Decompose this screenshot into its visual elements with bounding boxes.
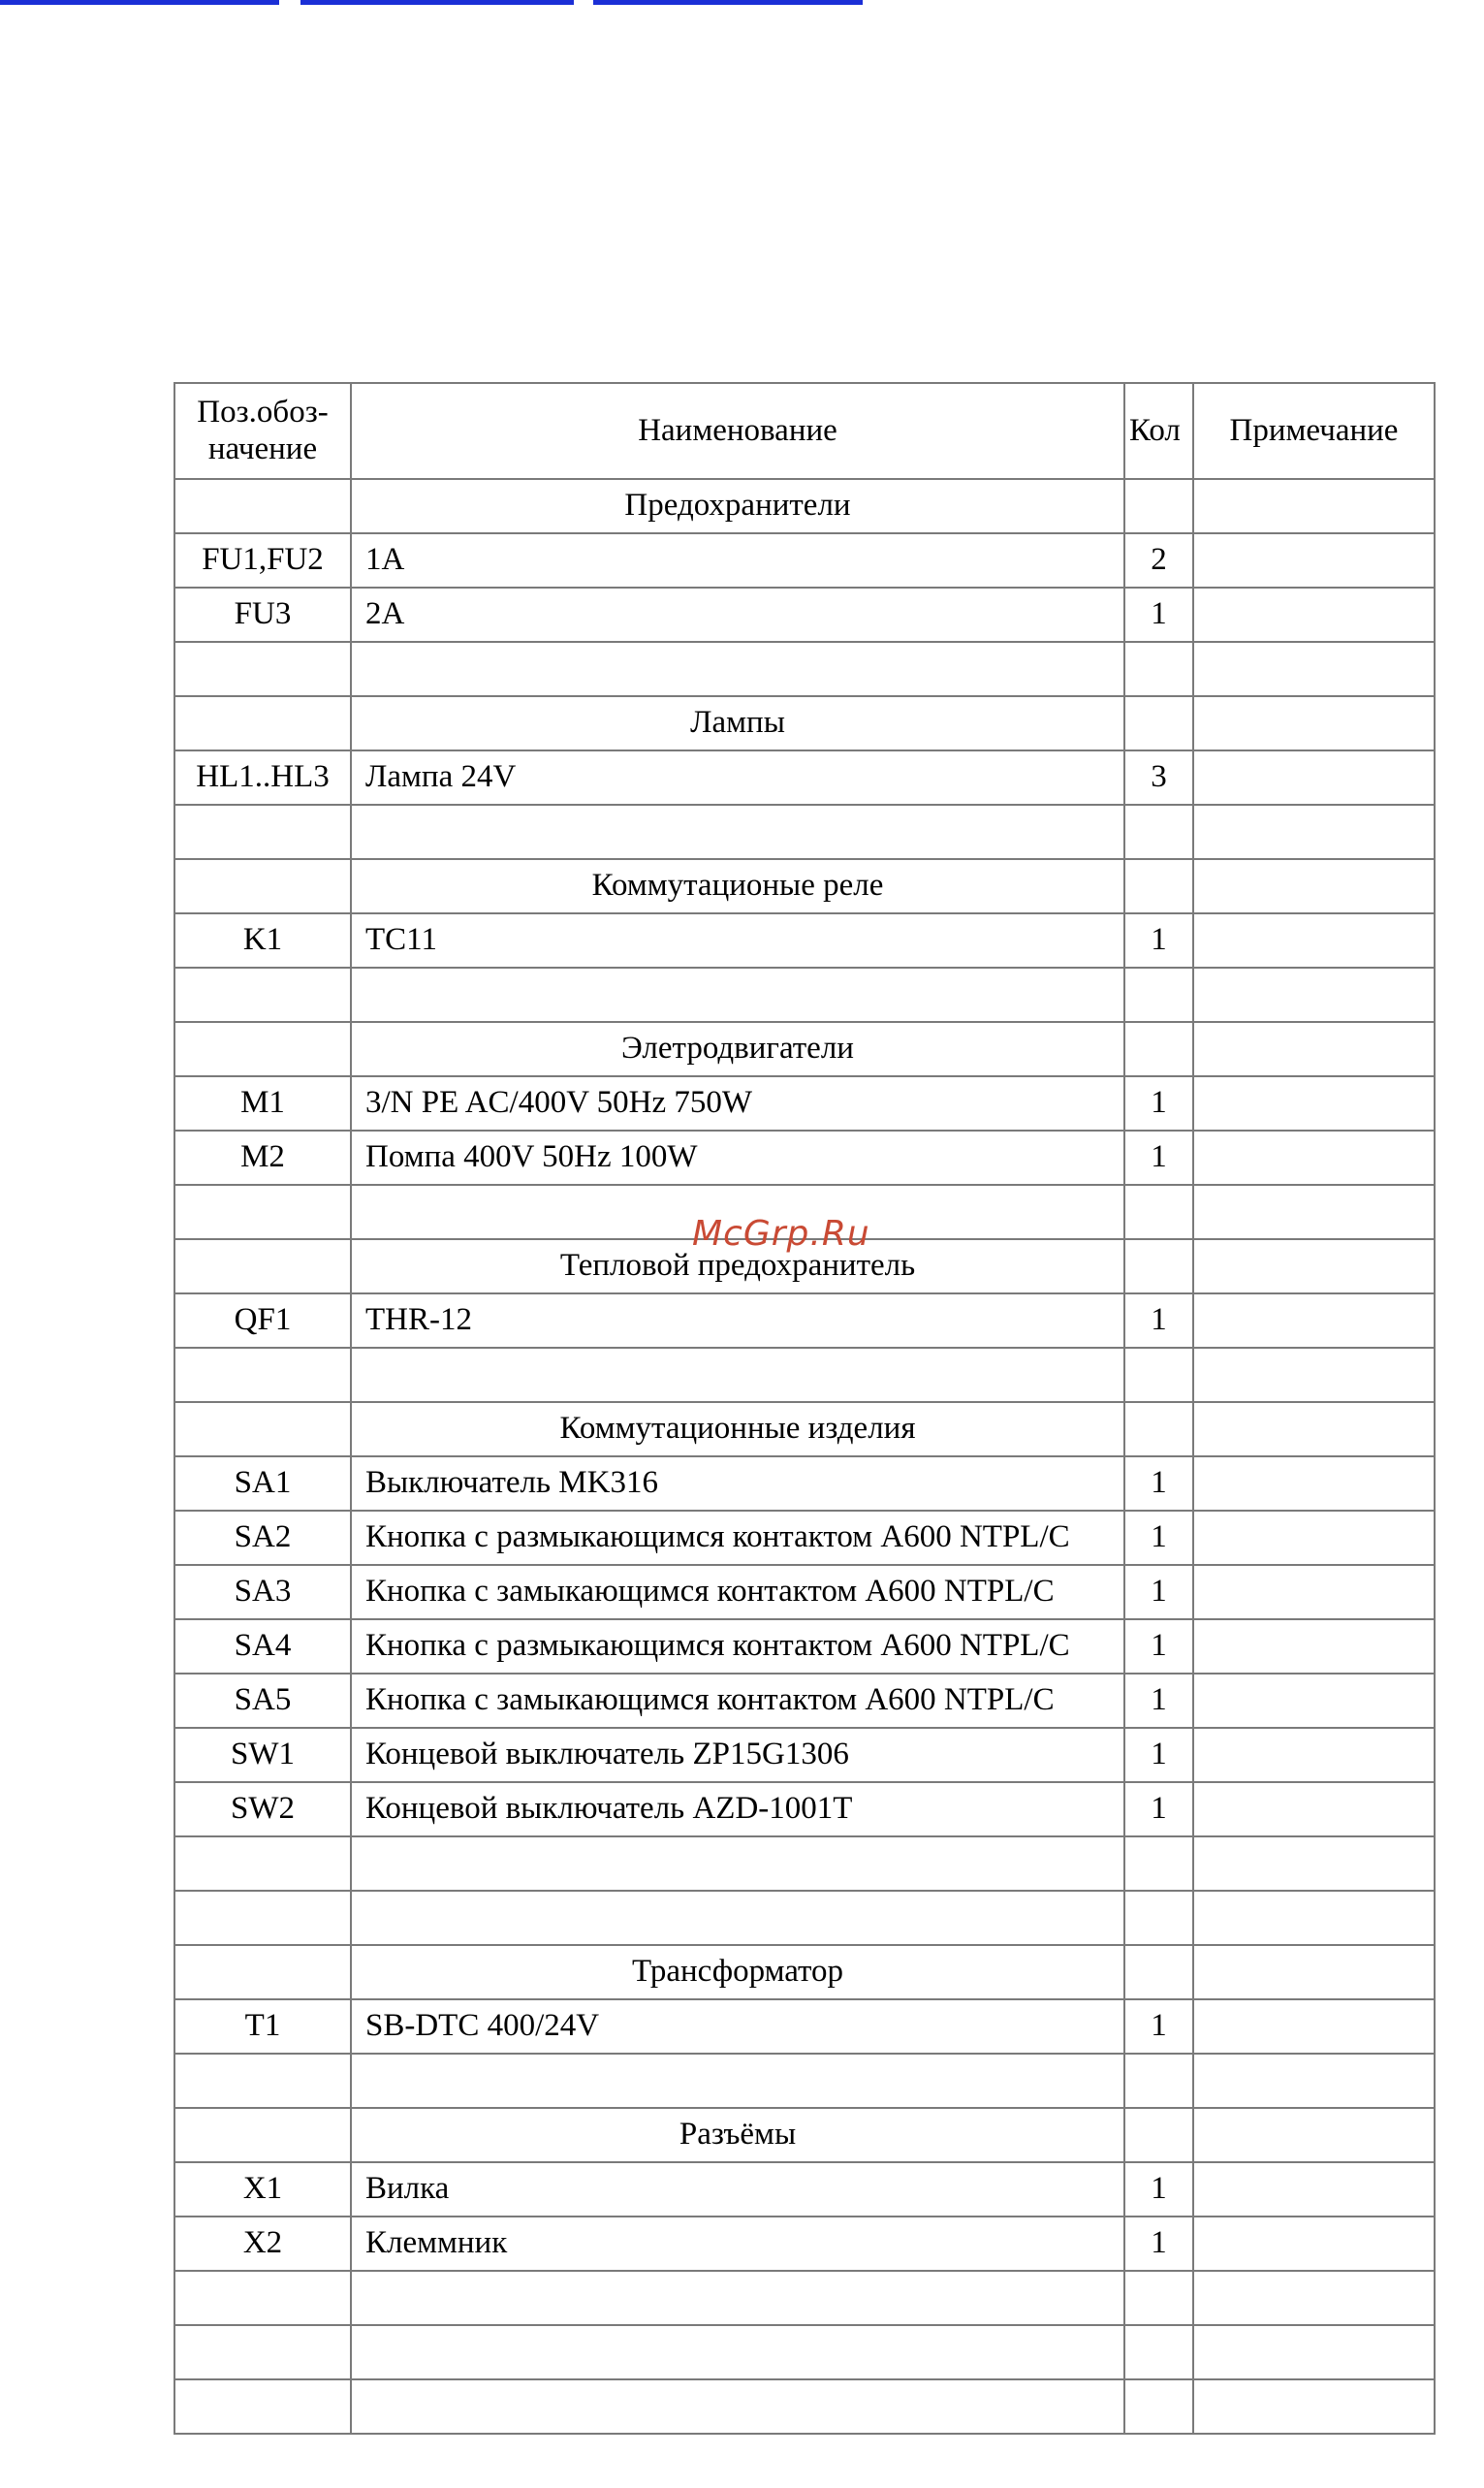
position-cell: [174, 1891, 351, 1945]
header-quantity: Кол: [1124, 383, 1193, 479]
quantity-cell: 2: [1124, 533, 1193, 588]
quantity-cell: 1: [1124, 1619, 1193, 1674]
position-cell: [174, 2325, 351, 2379]
note-cell: [1193, 1565, 1435, 1619]
name-cell: 2A: [351, 588, 1124, 642]
position-cell: [174, 859, 351, 913]
name-cell: THR-12: [351, 1293, 1124, 1348]
quantity-cell: [1124, 1891, 1193, 1945]
quantity-cell: [1124, 642, 1193, 696]
note-cell: [1193, 859, 1435, 913]
component-list-table: [174, 382, 1436, 2435]
quantity-cell: 1: [1124, 1728, 1193, 1782]
note-cell: [1193, 1619, 1435, 1674]
note-cell: [1193, 968, 1435, 1022]
quantity-cell: 1: [1124, 1511, 1193, 1565]
quantity-cell: [1124, 1836, 1193, 1891]
position-cell: [174, 1348, 351, 1402]
position-cell: FU3: [174, 588, 351, 642]
quantity-cell: 1: [1124, 2217, 1193, 2271]
name-cell: [351, 1836, 1124, 1891]
section-title: Коммутационные изделия: [351, 1402, 1124, 1456]
name-cell: Концевой выключатель AZD-1001T: [351, 1782, 1124, 1836]
note-cell: [1193, 2054, 1435, 2108]
empty-row: [174, 2054, 1435, 2108]
name-cell: TC11: [351, 913, 1124, 968]
position-cell: QF1: [174, 1293, 351, 1348]
note-cell: [1193, 1511, 1435, 1565]
table-row: [174, 913, 1435, 968]
quantity-cell: [1124, 1022, 1193, 1076]
quantity-cell: [1124, 2325, 1193, 2379]
quantity-cell: [1124, 805, 1193, 859]
quantity-cell: [1124, 2108, 1193, 2162]
top-link-3[interactable]: [593, 0, 863, 5]
section-row: [174, 479, 1435, 533]
empty-row: [174, 642, 1435, 696]
section-title: Лампы: [351, 696, 1124, 750]
note-cell: [1193, 1999, 1435, 2054]
top-nav-links: [0, 0, 872, 6]
position-cell: [174, 1402, 351, 1456]
position-cell: [174, 2108, 351, 2162]
section-title: Трансформатор: [351, 1945, 1124, 1999]
empty-row: [174, 968, 1435, 1022]
table-body: [174, 479, 1435, 2434]
position-cell: X2: [174, 2217, 351, 2271]
note-cell: [1193, 1293, 1435, 1348]
table-row: [174, 2217, 1435, 2271]
note-cell: [1193, 913, 1435, 968]
section-title: Элетродвигатели: [351, 1022, 1124, 1076]
position-cell: [174, 968, 351, 1022]
table-row: [174, 750, 1435, 805]
section-row: [174, 696, 1435, 750]
table-row: [174, 533, 1435, 588]
table-row: [174, 1076, 1435, 1131]
note-cell: [1193, 1456, 1435, 1511]
position-cell: SA1: [174, 1456, 351, 1511]
empty-row: [174, 1348, 1435, 1402]
name-cell: Помпа 400V 50Hz 100W: [351, 1131, 1124, 1185]
note-cell: [1193, 1945, 1435, 1999]
empty-row: [174, 2271, 1435, 2325]
section-title: Разъёмы: [351, 2108, 1124, 2162]
note-cell: [1193, 1185, 1435, 1239]
name-cell: [351, 1348, 1124, 1402]
position-cell: [174, 1185, 351, 1239]
quantity-cell: 1: [1124, 1674, 1193, 1728]
position-cell: SW1: [174, 1728, 351, 1782]
table-row: [174, 1565, 1435, 1619]
quantity-cell: 1: [1124, 1999, 1193, 2054]
quantity-cell: [1124, 2054, 1193, 2108]
position-cell: FU1,FU2: [174, 533, 351, 588]
note-cell: [1193, 1674, 1435, 1728]
position-cell: M1: [174, 1076, 351, 1131]
name-cell: [351, 2325, 1124, 2379]
position-cell: [174, 1022, 351, 1076]
note-cell: [1193, 2217, 1435, 2271]
quantity-cell: 1: [1124, 588, 1193, 642]
name-cell: Кнопка с размыкающимся контактом A600 NTPL/C: [351, 1619, 1124, 1674]
quantity-cell: [1124, 1945, 1193, 1999]
quantity-cell: [1124, 1185, 1193, 1239]
quantity-cell: [1124, 1239, 1193, 1293]
position-cell: [174, 805, 351, 859]
position-cell: K1: [174, 913, 351, 968]
note-cell: [1193, 642, 1435, 696]
section-row: [174, 1022, 1435, 1076]
note-cell: [1193, 1891, 1435, 1945]
header-name: Наименование: [351, 383, 1124, 479]
name-cell: [351, 968, 1124, 1022]
position-cell: SA2: [174, 1511, 351, 1565]
table-row: [174, 1782, 1435, 1836]
quantity-cell: 3: [1124, 750, 1193, 805]
empty-row: [174, 1836, 1435, 1891]
position-cell: X1: [174, 2162, 351, 2217]
header-position: Поз.обоз- начение: [174, 383, 351, 479]
table-row: [174, 1293, 1435, 1348]
name-cell: Вилка: [351, 2162, 1124, 2217]
name-cell: [351, 805, 1124, 859]
name-cell: Выключатель MK316: [351, 1456, 1124, 1511]
note-cell: [1193, 1239, 1435, 1293]
section-title: Предохранители: [351, 479, 1124, 533]
table-row: [174, 1131, 1435, 1185]
note-cell: [1193, 1728, 1435, 1782]
name-cell: [351, 2054, 1124, 2108]
empty-row: [174, 1891, 1435, 1945]
quantity-cell: 1: [1124, 2162, 1193, 2217]
quantity-cell: [1124, 479, 1193, 533]
note-cell: [1193, 588, 1435, 642]
quantity-cell: 1: [1124, 1565, 1193, 1619]
section-row: [174, 1402, 1435, 1456]
position-cell: SA3: [174, 1565, 351, 1619]
position-cell: SW2: [174, 1782, 351, 1836]
table-row: [174, 1728, 1435, 1782]
table-row: [174, 1619, 1435, 1674]
note-cell: [1193, 2271, 1435, 2325]
position-cell: [174, 696, 351, 750]
table-row: [174, 1999, 1435, 2054]
empty-row: [174, 2379, 1435, 2434]
quantity-cell: [1124, 1348, 1193, 1402]
section-title: Коммутационые реле: [351, 859, 1124, 913]
quantity-cell: 1: [1124, 1131, 1193, 1185]
table-row: [174, 2162, 1435, 2217]
position-cell: [174, 642, 351, 696]
note-cell: [1193, 2108, 1435, 2162]
quantity-cell: [1124, 2379, 1193, 2434]
name-cell: Кнопка с замыкающимся контактом A600 NTPL/C: [351, 1674, 1124, 1728]
name-cell: [351, 2271, 1124, 2325]
name-cell: Кнопка с размыкающимся контактом A600 NTPL/C: [351, 1511, 1124, 1565]
note-cell: [1193, 2379, 1435, 2434]
note-cell: [1193, 2325, 1435, 2379]
section-row: [174, 859, 1435, 913]
quantity-cell: [1124, 1402, 1193, 1456]
position-cell: T1: [174, 1999, 351, 2054]
table-row: [174, 1456, 1435, 1511]
quantity-cell: 1: [1124, 913, 1193, 968]
note-cell: [1193, 805, 1435, 859]
note-cell: [1193, 1782, 1435, 1836]
table-header-row: [174, 383, 1435, 479]
note-cell: [1193, 1348, 1435, 1402]
empty-row: [174, 805, 1435, 859]
table-row: [174, 588, 1435, 642]
section-row: [174, 1945, 1435, 1999]
quantity-cell: 1: [1124, 1293, 1193, 1348]
quantity-cell: 1: [1124, 1782, 1193, 1836]
table-row: [174, 1674, 1435, 1728]
name-cell: 3/N PE AC/400V 50Hz 750W: [351, 1076, 1124, 1131]
position-cell: [174, 2271, 351, 2325]
note-cell: [1193, 750, 1435, 805]
note-cell: [1193, 479, 1435, 533]
section-row: [174, 2108, 1435, 2162]
name-cell: Кнопка с замыкающимся контактом A600 NTPL/C: [351, 1565, 1124, 1619]
position-cell: [174, 479, 351, 533]
position-cell: HL1..HL3: [174, 750, 351, 805]
note-cell: [1193, 533, 1435, 588]
top-link-2[interactable]: [300, 0, 574, 5]
position-cell: M2: [174, 1131, 351, 1185]
note-cell: [1193, 1836, 1435, 1891]
name-cell: Клеммник: [351, 2217, 1124, 2271]
name-cell: [351, 1891, 1124, 1945]
note-cell: [1193, 1022, 1435, 1076]
empty-row: [174, 2325, 1435, 2379]
quantity-cell: [1124, 968, 1193, 1022]
name-cell: Концевой выключатель ZP15G1306: [351, 1728, 1124, 1782]
quantity-cell: [1124, 859, 1193, 913]
name-cell: SB-DTC 400/24V: [351, 1999, 1124, 2054]
name-cell: Лампа 24V: [351, 750, 1124, 805]
note-cell: [1193, 2162, 1435, 2217]
position-cell: [174, 2379, 351, 2434]
quantity-cell: 1: [1124, 1076, 1193, 1131]
name-cell: [351, 642, 1124, 696]
position-cell: [174, 1239, 351, 1293]
quantity-cell: [1124, 696, 1193, 750]
position-cell: [174, 1836, 351, 1891]
section-title: Тепловой предохранитель: [351, 1239, 1124, 1293]
quantity-cell: 1: [1124, 1456, 1193, 1511]
header-note: Примечание: [1193, 383, 1435, 479]
note-cell: [1193, 1076, 1435, 1131]
position-cell: [174, 1945, 351, 1999]
quantity-cell: [1124, 2271, 1193, 2325]
note-cell: [1193, 696, 1435, 750]
watermark: McGrp.Ru: [692, 1214, 870, 1254]
note-cell: [1193, 1402, 1435, 1456]
name-cell: [351, 2379, 1124, 2434]
position-cell: [174, 2054, 351, 2108]
position-cell: SA5: [174, 1674, 351, 1728]
top-link-1[interactable]: [0, 0, 279, 5]
note-cell: [1193, 1131, 1435, 1185]
name-cell: 1A: [351, 533, 1124, 588]
position-cell: SA4: [174, 1619, 351, 1674]
table-row: [174, 1511, 1435, 1565]
